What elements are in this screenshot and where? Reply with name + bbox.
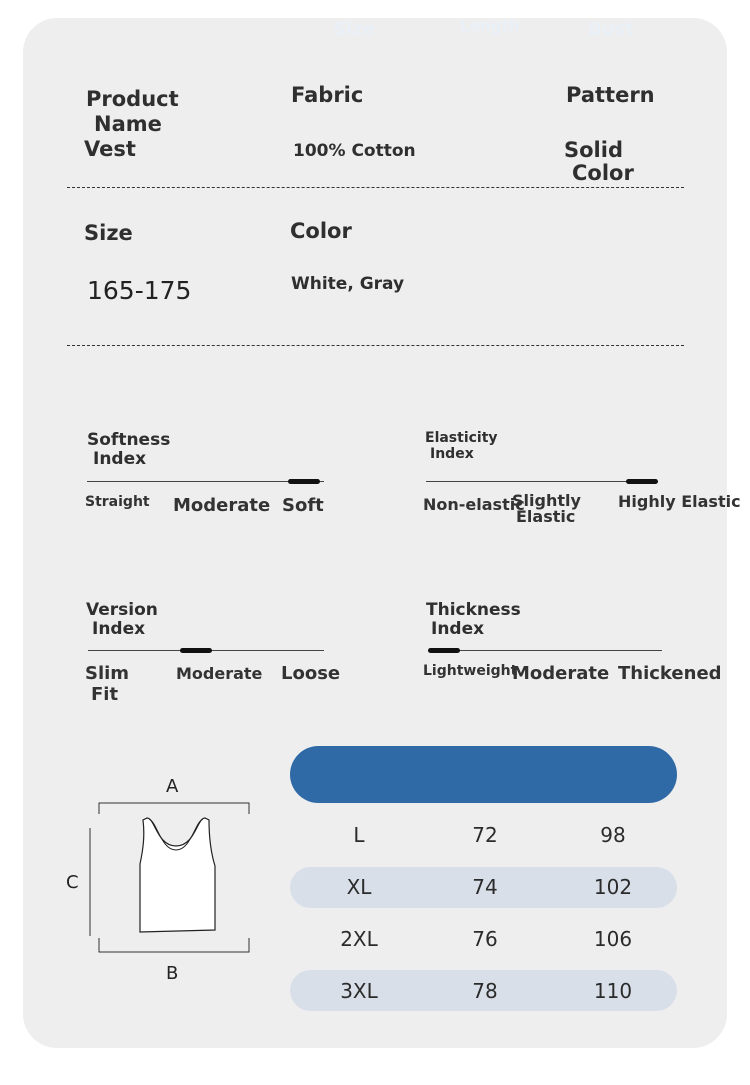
elasticity-option-highly-elastic: Highly Elastic xyxy=(618,492,741,511)
header-length: Length xyxy=(460,17,520,35)
fabric-value: 100% Cotton xyxy=(293,141,416,161)
pattern-value: Solid Color xyxy=(564,138,634,185)
divider xyxy=(67,187,684,188)
thickness-scale xyxy=(428,650,662,651)
cell-size: 2XL xyxy=(340,927,378,951)
thickness-option-moderate: Moderate xyxy=(512,663,610,684)
cell-bust: 98 xyxy=(600,823,626,847)
cell-length: 78 xyxy=(472,979,498,1003)
cell-length: 72 xyxy=(472,823,498,847)
version-option-loose: Loose xyxy=(281,663,341,684)
diagram-label-a: A xyxy=(166,776,179,797)
elasticity-option-slightly-elastic: Slightly Elastic xyxy=(512,491,581,526)
product-name-label: Product Name Vest xyxy=(84,87,179,161)
size-value: 165-175 xyxy=(87,276,192,305)
elasticity-marker xyxy=(626,479,658,484)
thickness-index-title: Thickness Index xyxy=(426,600,521,639)
cell-bust: 106 xyxy=(593,927,633,951)
softness-option-moderate: Moderate xyxy=(173,495,271,516)
softness-option-straight: Straight xyxy=(85,494,150,510)
softness-option-soft: Soft xyxy=(282,495,324,516)
cell-bust: 110 xyxy=(593,979,633,1003)
vest-icon xyxy=(140,818,215,932)
fabric-label: Fabric xyxy=(291,83,364,107)
width-bracket-b xyxy=(99,938,249,952)
thickness-option-thickened: Thickened xyxy=(618,663,722,684)
cell-bust: 102 xyxy=(593,875,633,899)
vest-measurement-diagram xyxy=(85,798,255,958)
elasticity-scale xyxy=(426,481,658,482)
thickness-marker xyxy=(428,648,460,653)
cell-size: 3XL xyxy=(340,979,378,1003)
elasticity-index-title: Elasticity Index xyxy=(425,430,498,462)
thickness-option-lightweight: Lightweight xyxy=(423,663,518,679)
diagram-label-b: B xyxy=(166,963,179,984)
version-option-moderate: Moderate xyxy=(176,664,263,683)
cell-size: XL xyxy=(346,875,372,899)
color-label: Color xyxy=(290,219,352,243)
width-bracket-a xyxy=(99,803,249,814)
size-label: Size xyxy=(84,221,133,245)
diagram-label-c: C xyxy=(66,872,79,893)
header-size: Size xyxy=(333,19,375,40)
header-bust: Bust xyxy=(588,19,634,40)
elasticity-option-non-elastic: Non-elastic xyxy=(423,495,525,514)
cell-length: 74 xyxy=(472,875,498,899)
cell-size: L xyxy=(353,823,365,847)
softness-index-title: Softness Index xyxy=(87,430,171,469)
version-marker xyxy=(180,648,212,653)
color-value: White, Gray xyxy=(291,274,405,294)
size-table-header xyxy=(290,746,677,803)
cell-length: 76 xyxy=(472,927,498,951)
softness-marker xyxy=(288,479,320,484)
divider xyxy=(67,345,684,346)
pattern-label: Pattern xyxy=(566,83,655,107)
version-option-slim-fit: Slim Fit xyxy=(85,663,130,705)
version-index-title: Version Index xyxy=(86,600,158,639)
product-name-value: Vest xyxy=(84,137,136,161)
